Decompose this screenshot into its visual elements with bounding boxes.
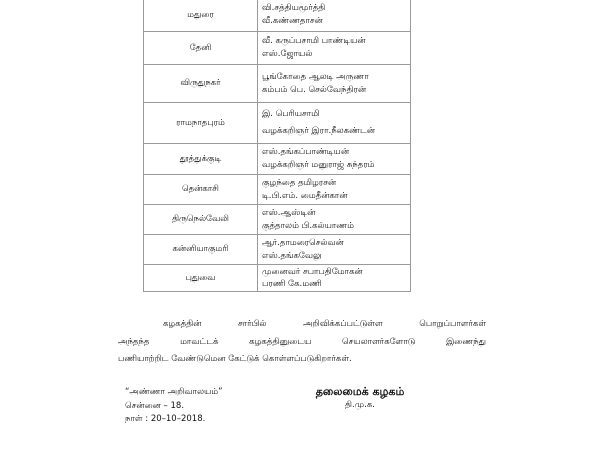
names-cell <box>258 205 411 235</box>
person-name: பரணி கே.மணி <box>262 279 322 289</box>
district-cell: ராமநாதபுரம் <box>144 103 258 144</box>
table-row <box>144 65 411 103</box>
district-cell: தூத்துக்குடி <box>144 144 258 175</box>
table-row <box>144 205 411 235</box>
headquarters-title: தலைமைக் கழகம் <box>315 385 405 398</box>
district-cell: புதுவை <box>144 265 258 292</box>
names-cell <box>258 65 411 103</box>
instruction-paragraph <box>118 316 486 369</box>
district-cell: விருதுநகர் <box>144 65 258 103</box>
person-name: குத்தாலம் பி.கல்யாணம் <box>262 220 354 231</box>
names-cell <box>258 144 411 175</box>
table-row <box>144 175 411 205</box>
person-name: முனைவர் சபாபதிமோகன் <box>262 267 363 277</box>
person-name: வழக்கறிஞர் இரா.நீலகண்டன் <box>262 126 375 136</box>
person-name: வழக்கறிஞர் மனுராஜ் சுந்தரம் <box>262 160 375 170</box>
table-row <box>144 235 411 265</box>
paragraph-line: கழகத்தின் சார்பில் அறிவிக்கப்பட்டுள்ள பொறுப்பாளர்கள் <box>163 319 486 329</box>
person-name: கம்பம் பெ. செல்வேந்திரன் <box>262 84 367 95</box>
person-name: எஸ்.ஜோயல் <box>262 49 313 59</box>
names-cell <box>258 175 411 205</box>
table-row <box>144 103 411 144</box>
person-name: இ. பெரியசாமி <box>262 109 320 119</box>
person-name: எஸ்.தங்கவேலு <box>262 250 322 261</box>
names-cell <box>258 235 411 265</box>
names-cell <box>258 32 411 65</box>
signature-block <box>300 384 420 412</box>
person-name: எஸ்.தங்கப்பாண்டியன் <box>262 147 350 157</box>
table-row <box>144 144 411 175</box>
office-name: “அண்ணா அறிவாலயம்” <box>125 387 223 397</box>
names-cell <box>258 265 411 292</box>
paragraph-line: பணியாற்றிட வேண்டுமென கேட்டுக் கொள்ளப்படுகிறார்கள். <box>118 354 352 364</box>
paragraph-line: அந்தந்த மாவட்டக் கழகத்தினுடைய செயலாளர்களோடு இணைந்து <box>118 336 486 347</box>
person-name: பூங்கோதை ஆலடி அருணா <box>262 71 369 82</box>
district-cell: திருநெல்வேலி <box>144 205 258 235</box>
names-cell <box>258 0 411 32</box>
table-row <box>144 265 411 292</box>
names-cell <box>258 103 411 144</box>
person-name: வி.சத்தியமூர்த்தி <box>262 3 326 13</box>
district-cell: கன்னியாகுமரி <box>144 235 258 265</box>
person-name: வீ. கருப்பசாமி பாண்டியன் <box>262 36 366 46</box>
person-name: டி.பி.எம். மைதீன்கான் <box>262 190 348 201</box>
party-name: தி.மு.க. <box>345 400 375 410</box>
office-address-block <box>125 386 223 427</box>
table-row <box>144 0 411 32</box>
person-name: வீ.கண்ணதாசன் <box>262 16 323 26</box>
district-cell: தென்காசி <box>144 175 258 205</box>
district-cell: மதுரை <box>144 0 258 32</box>
table-row <box>144 32 411 65</box>
district-assignments-table <box>143 0 411 292</box>
office-city: சென்னை – 18. <box>125 400 185 411</box>
person-name: ஆர்.தாமரைசெல்வன் <box>262 237 344 248</box>
person-name: குழந்தை தமிழரசன் <box>262 177 337 188</box>
person-name: எஸ்.ஆஸ்டின் <box>262 207 316 218</box>
district-cell: தேனி <box>144 32 258 65</box>
issue-date: நாள் : 20–10–2018. <box>125 414 206 424</box>
